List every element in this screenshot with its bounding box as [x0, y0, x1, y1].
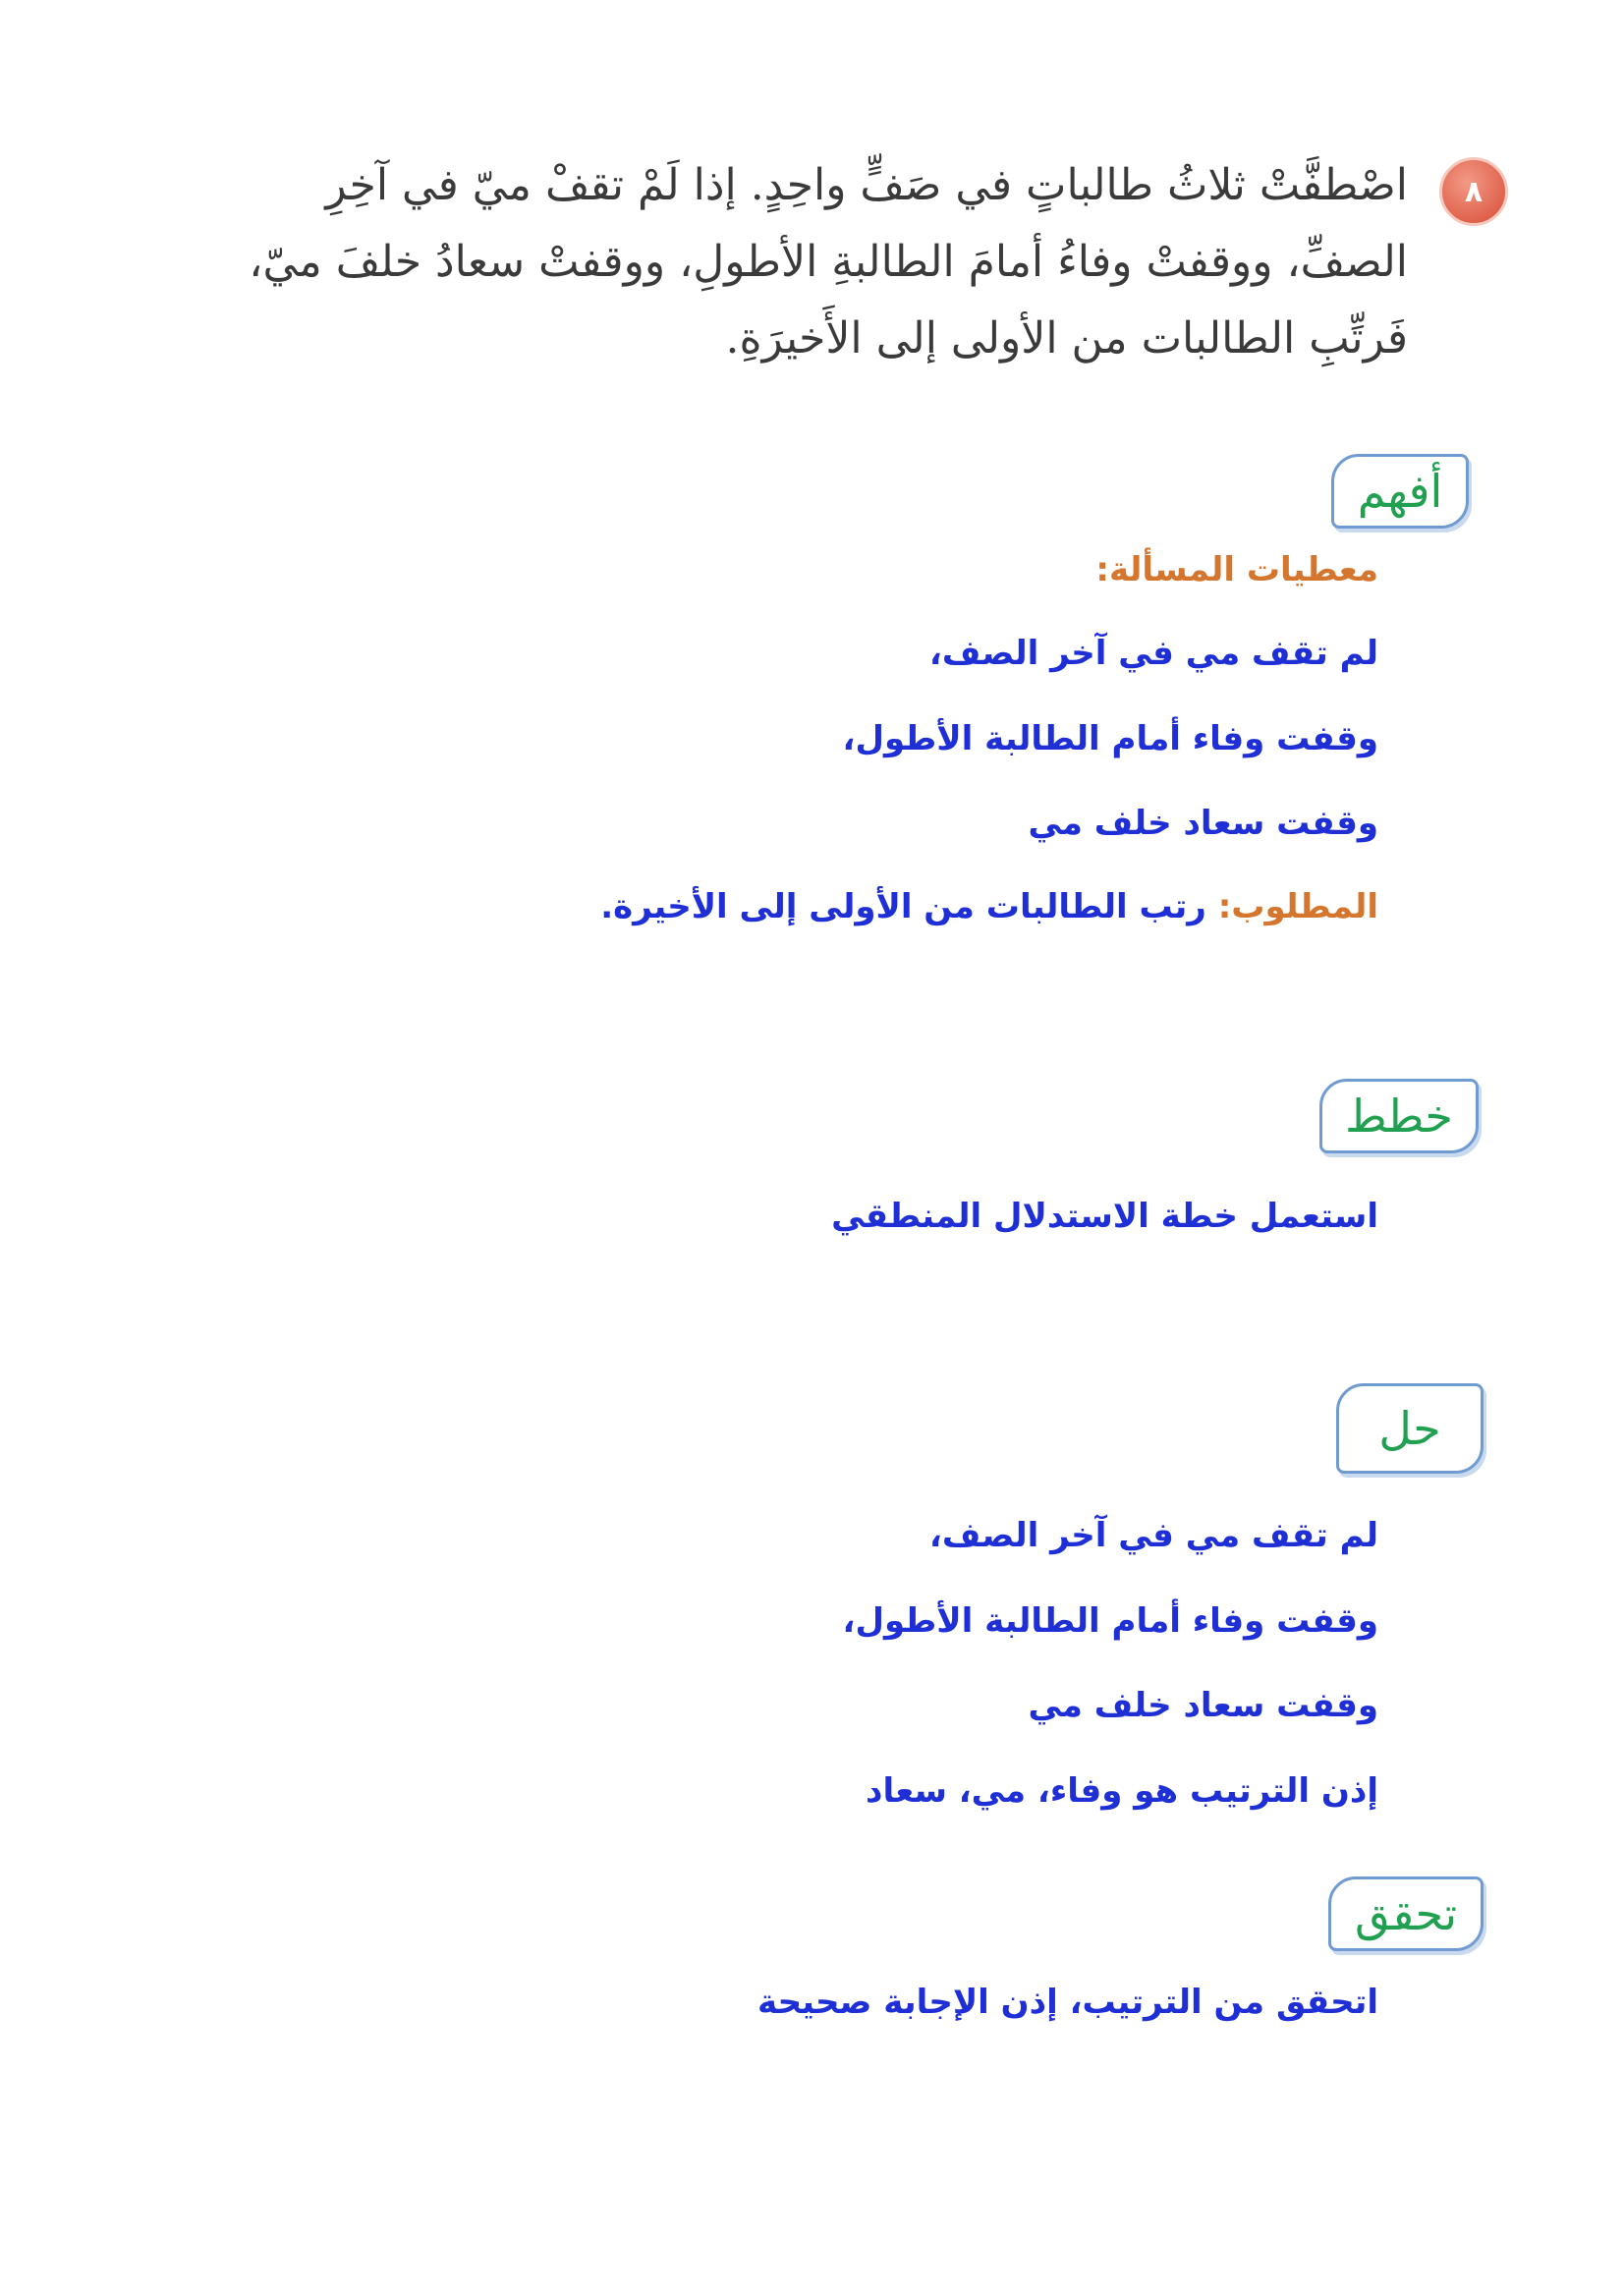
given-line-3: وقفت سعاد خلف مي	[1028, 804, 1378, 843]
required-line	[600, 887, 1378, 926]
given-line-1: لم تقف مي في آخر الصف،	[928, 634, 1378, 673]
given-line-2: وقفت وفاء أمام الطالبة الأطول،	[842, 719, 1378, 758]
problem-number-badge: ٨	[1439, 157, 1508, 226]
tab-check: تحقق	[1328, 1876, 1484, 1951]
solve-line-3: وقفت سعاد خلف مي	[1028, 1686, 1378, 1725]
plan-text: استعمل خطة الاستدلال المنطقي	[831, 1197, 1378, 1236]
tab-plan: خطط	[1319, 1079, 1479, 1153]
check-text: اتحقق من الترتيب، إذن الإجابة صحيحة	[757, 1983, 1378, 2022]
required-text: رتب الطالبات من الأولى إلى الأخيرة.	[600, 887, 1206, 926]
problem-statement: اصْطفَّتْ ثلاثُ طالباتٍ في صَفٍّ واحِدٍ. إذا لَمْ تقفْ ميّ في آخِرِ الصفِّ، ووقفتْ وفاءُ أمامَ الطالبةِ الأطولِ، ووقفتْ سعادُ خلفَ ميّ، فَرتِّبِ الطالبات من الأولى إلى الأَخيرَةِ.	[249, 160, 1408, 364]
solve-answer: إذن الترتيب هو وفاء، مي، سعاد	[866, 1771, 1378, 1811]
solve-line-1: لم تقف مي في آخر الصف،	[928, 1516, 1378, 1555]
required-label: المطلوب:	[1217, 887, 1378, 926]
tab-understand: أفهم	[1331, 454, 1469, 529]
solve-line-2: وقفت وفاء أمام الطالبة الأطول،	[842, 1601, 1378, 1641]
tab-solve: حل	[1336, 1383, 1484, 1474]
givens-title: معطيات المسألة:	[1095, 550, 1378, 589]
